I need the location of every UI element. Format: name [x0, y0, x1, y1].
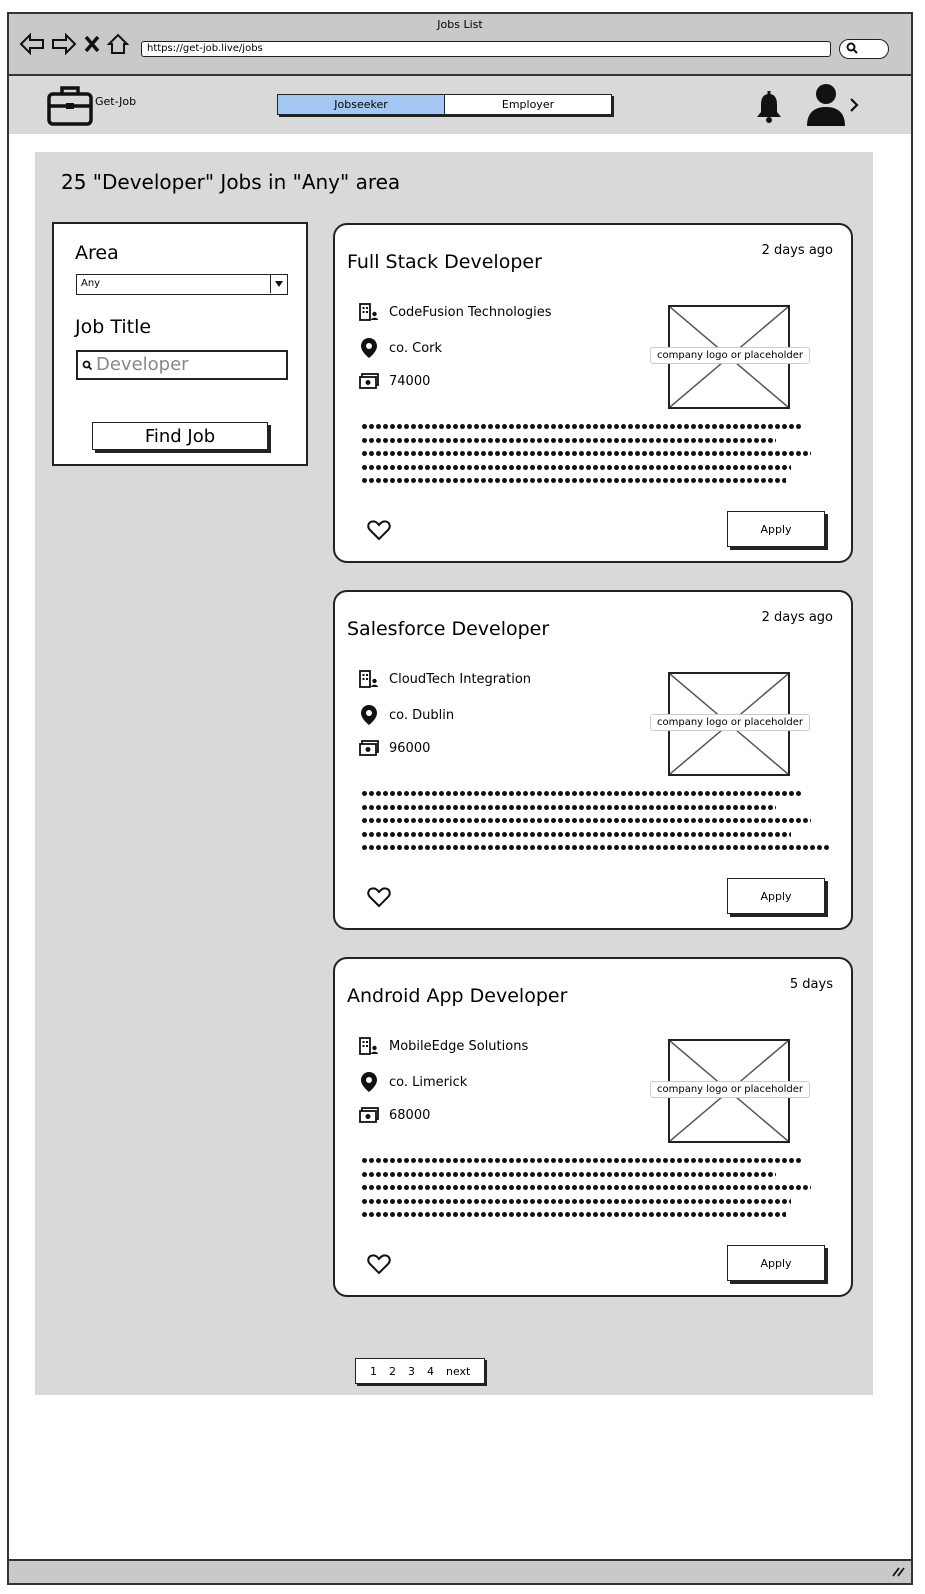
area-label: Area	[75, 242, 119, 264]
status-bar	[9, 1559, 911, 1583]
job-title-label: Job Title	[75, 316, 152, 338]
job-description	[361, 790, 831, 858]
company-row	[359, 670, 531, 688]
next-page-link[interactable]: next	[446, 1364, 471, 1378]
back-icon[interactable]	[19, 32, 45, 56]
page-link-4[interactable]: 4	[427, 1364, 434, 1378]
job-title-input[interactable]	[76, 350, 288, 380]
posted-time: 5 days	[789, 977, 833, 992]
description-scribble	[361, 423, 801, 430]
description-scribble	[361, 1211, 786, 1218]
logo-placeholder-label: company logo or placeholder	[650, 347, 810, 364]
salary-row	[359, 1107, 430, 1123]
job-card	[333, 590, 853, 930]
money-icon	[359, 740, 379, 756]
salary-row	[359, 373, 430, 389]
close-icon[interactable]	[83, 32, 101, 56]
nav-controls	[19, 32, 129, 56]
company-logo-placeholder	[657, 672, 803, 776]
pagination	[355, 1358, 485, 1384]
page-title: 25 "Developer" Jobs in "Any" area	[61, 170, 401, 194]
page-link-1[interactable]: 1	[370, 1364, 377, 1378]
brand-logo[interactable]	[47, 84, 136, 126]
job-salary: 96000	[389, 740, 431, 756]
company-logo-placeholder	[657, 305, 803, 409]
apply-button[interactable]: Apply	[727, 511, 825, 547]
job-description	[361, 1157, 831, 1225]
heart-icon[interactable]	[367, 1253, 391, 1275]
dropdown-arrow-icon[interactable]	[270, 275, 287, 293]
company-name: CodeFusion Technologies	[389, 304, 552, 320]
bell-icon[interactable]	[755, 90, 783, 124]
company-row	[359, 1037, 528, 1055]
map-pin-icon	[359, 337, 379, 359]
description-scribble	[361, 1198, 791, 1205]
map-pin-icon	[359, 1071, 379, 1093]
job-title[interactable]: Android App Developer	[347, 985, 568, 1007]
area-select-value: Any	[81, 278, 101, 289]
brand-name: Get-Job	[95, 94, 137, 108]
browser-search[interactable]	[839, 39, 889, 59]
money-icon	[359, 1107, 379, 1123]
user-menu[interactable]	[805, 82, 861, 128]
description-scribble	[361, 477, 786, 484]
briefcase-icon	[47, 84, 93, 126]
description-scribble	[361, 437, 776, 444]
page-link-2[interactable]: 2	[389, 1364, 396, 1378]
window-title: Jobs List	[437, 18, 483, 31]
posted-time: 2 days ago	[761, 610, 833, 625]
user-icon	[805, 82, 847, 128]
description-scribble	[361, 804, 776, 811]
building-icon	[359, 670, 379, 688]
logo-placeholder-label: company logo or placeholder	[650, 1081, 810, 1098]
company-name: CloudTech Integration	[389, 671, 532, 687]
description-scribble	[361, 1184, 811, 1191]
resize-grip-icon[interactable]	[891, 1565, 905, 1577]
job-location: co. Limerick	[389, 1074, 468, 1090]
map-pin-icon	[359, 704, 379, 726]
browser-chrome	[9, 14, 911, 76]
url-bar[interactable]: https://get-job.live/jobs	[141, 41, 831, 57]
description-scribble	[361, 817, 811, 824]
job-title[interactable]: Salesforce Developer	[347, 618, 550, 640]
main-content	[35, 152, 873, 1395]
tab-employer[interactable]: Employer	[445, 95, 611, 114]
job-card	[333, 957, 853, 1297]
job-title-input-value: Developer	[96, 354, 189, 375]
page-link-3[interactable]: 3	[408, 1364, 415, 1378]
search-icon	[82, 360, 93, 371]
location-row	[359, 337, 442, 359]
filter-panel	[52, 222, 308, 466]
company-name: MobileEdge Solutions	[389, 1038, 529, 1054]
company-logo-placeholder	[657, 1039, 803, 1143]
apply-button[interactable]: Apply	[727, 878, 825, 914]
location-row	[359, 704, 454, 726]
money-icon	[359, 373, 379, 389]
posted-time: 2 days ago	[761, 243, 833, 258]
area-select[interactable]	[76, 274, 288, 295]
chevron-right-icon	[847, 95, 861, 115]
browser-window	[7, 12, 913, 1585]
job-card	[333, 223, 853, 563]
job-location: co. Dublin	[389, 707, 455, 723]
building-icon	[359, 1037, 379, 1055]
location-row	[359, 1071, 467, 1093]
role-toggle	[277, 94, 612, 115]
description-scribble	[361, 844, 831, 851]
description-scribble	[361, 1171, 776, 1178]
description-scribble	[361, 450, 811, 457]
tab-jobseeker[interactable]: Jobseeker	[278, 95, 445, 114]
job-salary: 68000	[389, 1107, 431, 1123]
job-title[interactable]: Full Stack Developer	[347, 251, 542, 273]
description-scribble	[361, 790, 801, 797]
search-icon	[846, 42, 860, 56]
heart-icon[interactable]	[367, 519, 391, 541]
apply-button[interactable]: Apply	[727, 1245, 825, 1281]
job-salary: 74000	[389, 373, 431, 389]
building-icon	[359, 303, 379, 321]
job-location: co. Cork	[389, 340, 443, 356]
logo-placeholder-label: company logo or placeholder	[650, 714, 810, 731]
company-row	[359, 303, 552, 321]
description-scribble	[361, 464, 791, 471]
app-header	[9, 76, 911, 134]
find-job-button[interactable]: Find Job	[92, 422, 268, 450]
salary-row	[359, 740, 430, 756]
job-description	[361, 423, 831, 491]
description-scribble	[361, 1157, 801, 1164]
description-scribble	[361, 831, 791, 838]
home-icon[interactable]	[107, 32, 129, 56]
forward-icon[interactable]	[51, 32, 77, 56]
heart-icon[interactable]	[367, 886, 391, 908]
